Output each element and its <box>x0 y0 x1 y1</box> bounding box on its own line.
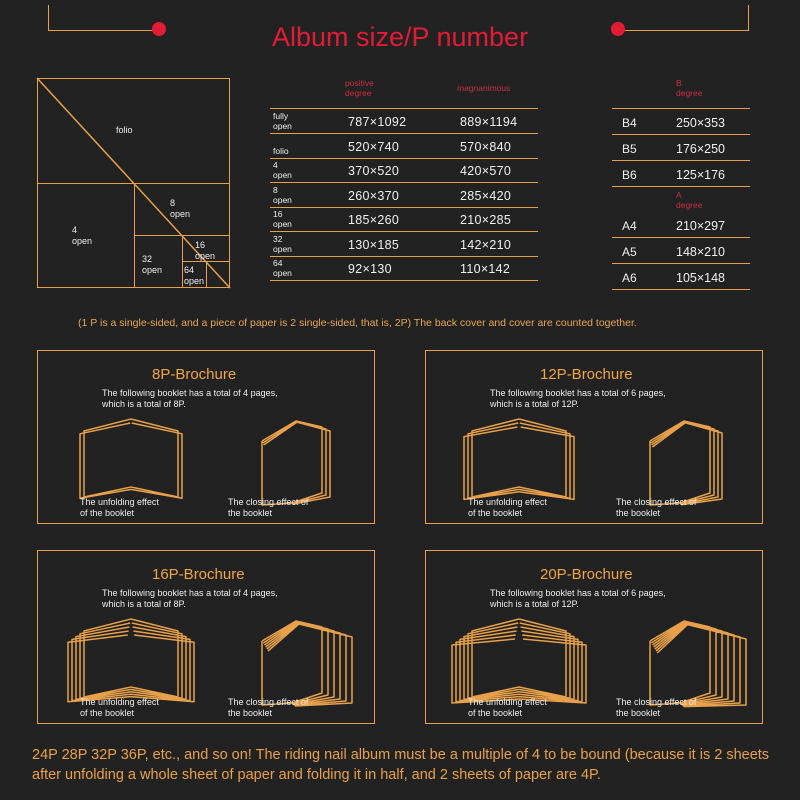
positive-size: 370×520 <box>348 164 400 178</box>
brochure-title: 16P-Brochure <box>152 566 245 583</box>
table-row <box>270 184 538 208</box>
row-label: folio <box>273 145 289 156</box>
brochure-description: The following booklet has a total of 4 pages, which is a total of 8P. <box>102 588 278 609</box>
magnanimous-size: 570×840 <box>460 139 512 154</box>
positive-size: 520×740 <box>348 139 400 154</box>
paper-size-value: 148×210 <box>676 245 726 259</box>
open-booklet-drawing <box>464 609 584 709</box>
page-count-note: (1 P is a single-sided, and a piece of paper is 2 single-sided, that is, 2P) The back cover and cover are counted together. <box>78 317 637 329</box>
diagram-label-4 <box>72 225 92 247</box>
diagram-label-8-num: 8 <box>170 198 176 208</box>
open-booklet-drawing <box>464 409 584 509</box>
closing-caption: The closing effect of the booklet <box>616 497 697 518</box>
diagram-label-32-text: open <box>142 265 163 275</box>
closing-caption: The closing effect of the booklet <box>228 697 309 718</box>
diagram-label-16-num: 16 <box>195 240 206 250</box>
a-degree-header: A degree <box>676 190 703 210</box>
paper-size-label: A5 <box>622 245 637 259</box>
table-row <box>270 257 538 281</box>
table-right-top-line <box>612 108 750 109</box>
row-label: 64 open <box>273 258 292 278</box>
table-row <box>612 265 750 290</box>
paper-size-value: 125×176 <box>676 168 726 182</box>
paper-size-label: B4 <box>622 116 637 130</box>
brochure-panel <box>425 550 763 724</box>
magnanimous-size: 285×420 <box>460 188 512 203</box>
diagram-label-8 <box>170 198 190 220</box>
paper-size-label: B6 <box>622 168 637 182</box>
table-left-top-line <box>270 108 538 109</box>
paper-size-label: A6 <box>622 271 637 285</box>
magnanimous-size: 110×142 <box>460 262 511 276</box>
row-label: 8 open <box>273 184 292 205</box>
row-label: fully open <box>273 111 292 131</box>
table-row <box>612 239 750 264</box>
table-row <box>612 213 750 238</box>
paper-size-value: 176×250 <box>676 142 726 156</box>
table-row <box>270 159 538 183</box>
magnanimous-size: 420×570 <box>460 164 512 178</box>
unfolding-caption: The unfolding effect of the booklet <box>468 497 547 518</box>
col-header-magnanimous: magnanimous <box>457 83 511 93</box>
diagram-label-folio: folio <box>116 125 133 135</box>
table-row <box>612 136 750 161</box>
diagram-label-64-text: open <box>184 276 205 286</box>
row-label: 4 open <box>273 160 292 180</box>
diagram-label-4-num: 4 <box>72 225 78 235</box>
diagram-label-64-num: 64 <box>184 265 195 275</box>
magnanimous-size: 889×1194 <box>460 115 518 129</box>
open-booklet-drawing <box>76 409 196 509</box>
diagram-label-4-text: open <box>72 236 93 246</box>
unfolding-caption: The unfolding effect of the booklet <box>468 697 547 718</box>
diagram-label-32 <box>142 254 162 276</box>
positive-size: 185×260 <box>348 213 400 227</box>
closing-caption: The closing effect of the booklet <box>616 697 697 718</box>
positive-size: 130×185 <box>348 237 400 252</box>
table-row <box>612 110 750 135</box>
brochure-description: The following booklet has a total of 6 pages, which is a total of 12P. <box>490 588 666 609</box>
brochure-description: The following booklet has a total of 4 pages, which is a total of 8P. <box>102 388 278 409</box>
paper-size-value: 250×353 <box>676 116 726 130</box>
brochure-panel <box>37 550 375 724</box>
positive-size: 92×130 <box>348 262 392 276</box>
table-row <box>612 162 750 187</box>
diagram-label-16 <box>195 240 215 262</box>
brochure-panel <box>425 350 763 524</box>
diagram-label-32-num: 32 <box>142 254 153 264</box>
diagram-label-64 <box>184 265 204 287</box>
table-row <box>270 208 538 232</box>
diagram-label-16-text: open <box>195 251 216 261</box>
brochure-title: 20P-Brochure <box>540 566 633 583</box>
brochure-panel <box>37 350 375 524</box>
row-label: 32 open <box>273 233 292 254</box>
table-row <box>270 110 538 134</box>
magnanimous-size: 142×210 <box>460 237 512 252</box>
table-row <box>270 135 538 159</box>
positive-size: 787×1092 <box>348 115 407 129</box>
table-row <box>270 233 538 257</box>
unfolding-caption: The unfolding effect of the booklet <box>80 497 159 518</box>
brochure-title: 8P-Brochure <box>152 366 237 383</box>
col-header-positive: positive degree <box>345 78 374 98</box>
brochure-title: 12P-Brochure <box>540 366 633 383</box>
brochure-description: The following booklet has a total of 6 pages, which is a total of 12P. <box>490 388 666 409</box>
closing-caption: The closing effect of the booklet <box>228 497 309 518</box>
row-label: 16 open <box>273 209 292 229</box>
positive-size: 260×370 <box>348 188 400 203</box>
open-booklet-drawing <box>76 609 196 709</box>
page-title: Album size/P number <box>271 22 529 52</box>
paper-size-label: B5 <box>622 142 637 156</box>
paper-size-label: A4 <box>622 219 637 233</box>
bottom-explanation: 24P 28P 32P 36P, etc., and so on! The riding nail album must be a multiple of 4 to be bound (because it is 2 sheets after unfolding a whole sheet of paper and folding it in half, and 2 sheets of paper are 4P. <box>32 747 770 783</box>
paper-size-value: 210×297 <box>676 219 726 233</box>
diagram-label-8-text: open <box>170 209 191 219</box>
magnanimous-size: 210×285 <box>460 213 512 227</box>
unfolding-caption: The unfolding effect of the booklet <box>80 697 159 718</box>
b-degree-header: B degree <box>676 78 703 98</box>
paper-size-value: 105×148 <box>676 271 726 285</box>
